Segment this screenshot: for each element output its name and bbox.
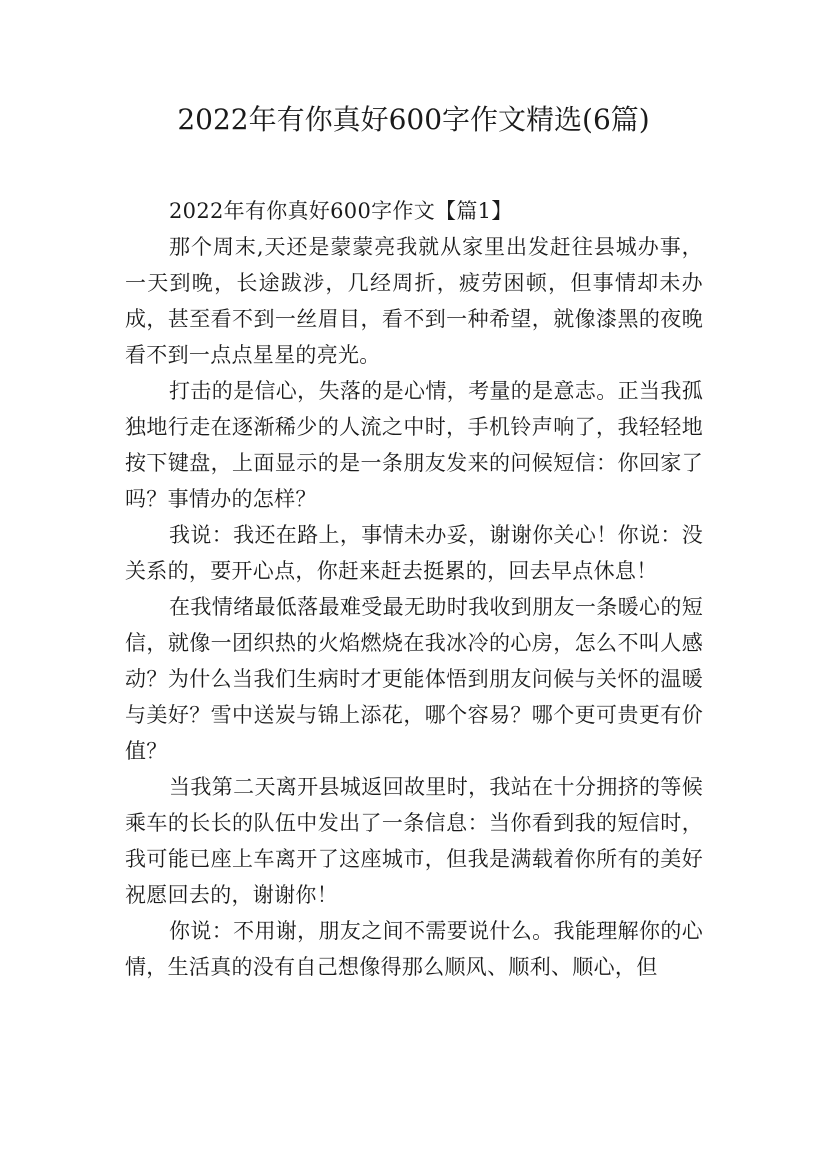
paragraph: 打击的是信心，失落的是心情，考量的是意志。正当我孤独地行走在逐渐稀少的人流之中时，手机铃声响了，我轻轻地按下键盘，上面显示的是一条朋友发来的问候短信：你回家了吗？事情办的怎样？: [125, 379, 703, 511]
paragraph: 当我第二天离开县城返回故里时，我站在十分拥挤的等候乘车的长长的队伍中发出了一条信息：当你看到我的短信时，我可能已座上车离开了这座城市，但我是满载着你所有的美好祝愿回去的，谢谢你！: [125, 775, 703, 907]
section-heading: 2022年有你真好600字作文【篇1】: [169, 199, 513, 223]
document-body: [125, 193, 703, 985]
paragraph: 在我情绪最低落最难受最无助时我收到朋友一条暖心的短信，就像一团织热的火焰燃烧在我冰冷的心房，怎么不叫人感动？为什么当我们生病时才更能体悟到朋友问候与关怀的温暖与美好？雪中送炭与锦上添花，哪个容易？哪个更可贵更有价值？: [125, 595, 703, 763]
paragraph: 那个周末,天还是蒙蒙亮我就从家里出发赶往县城办事，一天到晚，长途跋涉，几经周折，疲劳困顿，但事情却未办成，甚至看不到一丝眉目，看不到一种希望，就像漆黑的夜晚看不到一点点星星的亮光。: [125, 235, 703, 367]
paragraph: 你说：不用谢，朋友之间不需要说什么。我能理解你的心情，生活真的没有自己想像得那么顺风、顺利、顺心，但: [125, 919, 703, 979]
document-title: 2022年有你真好600字作文精选(6篇): [177, 103, 650, 136]
paragraph: 我说：我还在路上，事情未办妥，谢谢你关心！你说：没关系的，要开心点，你赶来赶去挺累的，回去早点休息！: [125, 523, 703, 583]
